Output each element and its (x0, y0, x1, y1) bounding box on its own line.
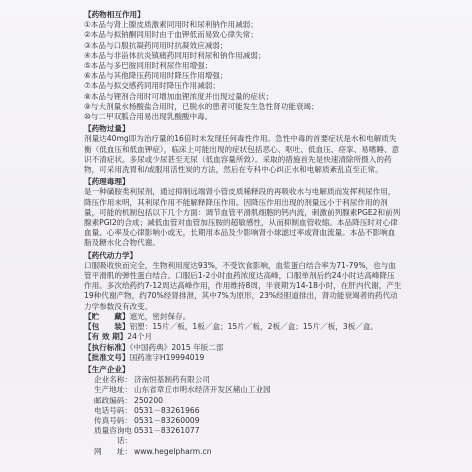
pharmacokinetics-title: 【药代动力学】 (84, 250, 138, 260)
pharmacology-title: 【药理毒理】 (84, 177, 130, 187)
standard-value: 《中国药典》2015 年版二部 (129, 342, 224, 352)
storage-line (84, 312, 402, 322)
overdose-section (84, 124, 402, 175)
manufacturer-field (84, 375, 402, 385)
storage-label: 【贮 藏】 (84, 311, 130, 321)
interaction-item: ⑦本品与拟交感药同用时降压作用减弱； (84, 81, 220, 91)
field-label: 电话号码： (94, 405, 132, 415)
insert-content (84, 8, 402, 457)
field-value: www.hegelpharm.cn (134, 446, 212, 456)
interaction-item: ⑨与大剂量水杨酸盐合用时，已脱水的患者可能发生急性肾功能衰竭； (84, 101, 319, 111)
interaction-item: ④本品与非甾体抗炎镇痛药同用时利尿和钠作用减弱； (84, 50, 266, 60)
field-value: 山东省章丘市明水经济开发区赭山工业园 (134, 385, 271, 395)
interaction-item: ③本品与口服抗凝药同用时抗凝效应减弱； (84, 40, 228, 50)
interaction-item: ①本品与肾上腺皮质激素同用时和尿利钠作用减弱； (84, 20, 258, 30)
package-label: 【包 装】 (84, 322, 130, 332)
manufacturer-field (84, 416, 402, 426)
manufacturer-title: 【生产企业】 (84, 364, 130, 374)
pharmacology-section (84, 177, 402, 248)
interaction-item: ②本品与拟钠酮同用时由于血钾低而易致心律失常； (84, 30, 258, 40)
interaction-item: ⑤本品与多巴胺同用时利尿作用增强； (84, 61, 213, 71)
validity-label: 【有 效 期】 (84, 332, 128, 342)
field-label: 传真号码： (94, 415, 132, 425)
field-label: 企业名称： (94, 375, 132, 385)
manufacturer-field (84, 396, 402, 406)
manufacturer-field (84, 385, 402, 395)
interaction-item: ⑥本品与其他降压药同用时降压作用增强； (84, 71, 228, 81)
field-value: 0531－83260009 (134, 415, 200, 425)
package-value: 铝塑：15片／板，1板／盒；15片／板，2板／盒；15片／板，3板／盒。 (129, 322, 379, 332)
interaction-item: ⑧本品与锂剂合用时可增加血锂浓度并出现过量的症状； (84, 91, 274, 101)
field-value: 0531－83261077 (134, 426, 200, 436)
manufacturer-section (84, 365, 402, 457)
field-value: 250200 (134, 395, 163, 405)
interaction-title: 【药物相互作用】 (84, 10, 145, 19)
field-label: 邮政编码： (94, 395, 132, 405)
manufacturer-field (84, 406, 402, 416)
approval-label: 【批准文号】 (84, 352, 130, 362)
manufacturer-field (84, 426, 402, 446)
field-label: 生产地址： (94, 385, 132, 395)
field-value: 济南恒基制药有限公司 (134, 375, 210, 385)
field-label: 网 址： (94, 446, 132, 456)
manufacturer-field (84, 447, 402, 457)
overdose-title: 【药物过量】 (84, 124, 130, 134)
package-line (84, 322, 402, 332)
approval-line (84, 353, 402, 363)
overdose-text: 剂量达40mg即为治疗量的16倍时未发现任何毒性作用。急性中毒的首要症状是水和电解质失衡（低血压和低血钾症），临床上可能出现的症状包括恶心、呕吐、低血压、痉挛、易嗜睡、意识不清症状。多尿或少尿甚至无尿（低血容量所致）。采取的措施首先是快速清除所摄入的药物，可采用洗胃和/或服用活性炭的方法，然后在专科中心纠正水和电解质紊乱直至正常。 (84, 134, 400, 175)
pharmacokinetics-section (84, 251, 402, 312)
standard-label: 【执行标准】 (84, 342, 130, 352)
interaction-item: ⑩与二甲双胍合用易出现乳酸酸中毒。 (84, 112, 213, 122)
validity-line (84, 332, 402, 342)
approval-value: 国药准字H19994019 (129, 352, 205, 362)
standard-line (84, 343, 402, 353)
field-label: 质量咨询电话： (94, 426, 132, 446)
interaction-section (84, 10, 402, 122)
storage-value: 遮光，密封保存。 (129, 311, 191, 321)
pharmacokinetics-text: 口服吸收快而完全，生物利用度达93%，不受饮食影响，血浆蛋白结合率为71-79%，也与血管平滑肌的弹性蛋白结合。口服后1-2小时血药浓度达高峰，口服单剂后约24小时达高峰降压作用。多次给药约7-12周达高峰作用，作用维持8周，半衰期为14-18小时，在肝内代谢，产生19种代谢产物，约70%经肾排泄，其中7%为原形，23%经胆道排出，肾功能衰竭者的药代动力学参数没有改变。 (84, 260, 402, 311)
pharmacology-text: 是一种磺胺类利尿剂，通过抑制远端肾小管皮质稀释段的再吸收水与电解质而发挥利尿作用，降压作用未明，其利尿作用不能解释降压作用。因降压作用出现的剂量远小于利尿作用的剂量，可能的机制包括以下几个方面：调节血管平滑肌细胞的钙内流，刺激前列腺素PGE2和前列腺素PGI2的合成；减低血管对血管加压胺的超敏感性，从而抑制血管收缩。本品降压时对心律血量、心率及心律影响小或无，长期用本品及少影响肾小球滤过率或肾血流量。本品不影响血脂及糖水化合物代谢。 (84, 187, 401, 248)
field-value: 0531－83261966 (134, 405, 200, 415)
validity-value: 24个月 (127, 332, 153, 342)
